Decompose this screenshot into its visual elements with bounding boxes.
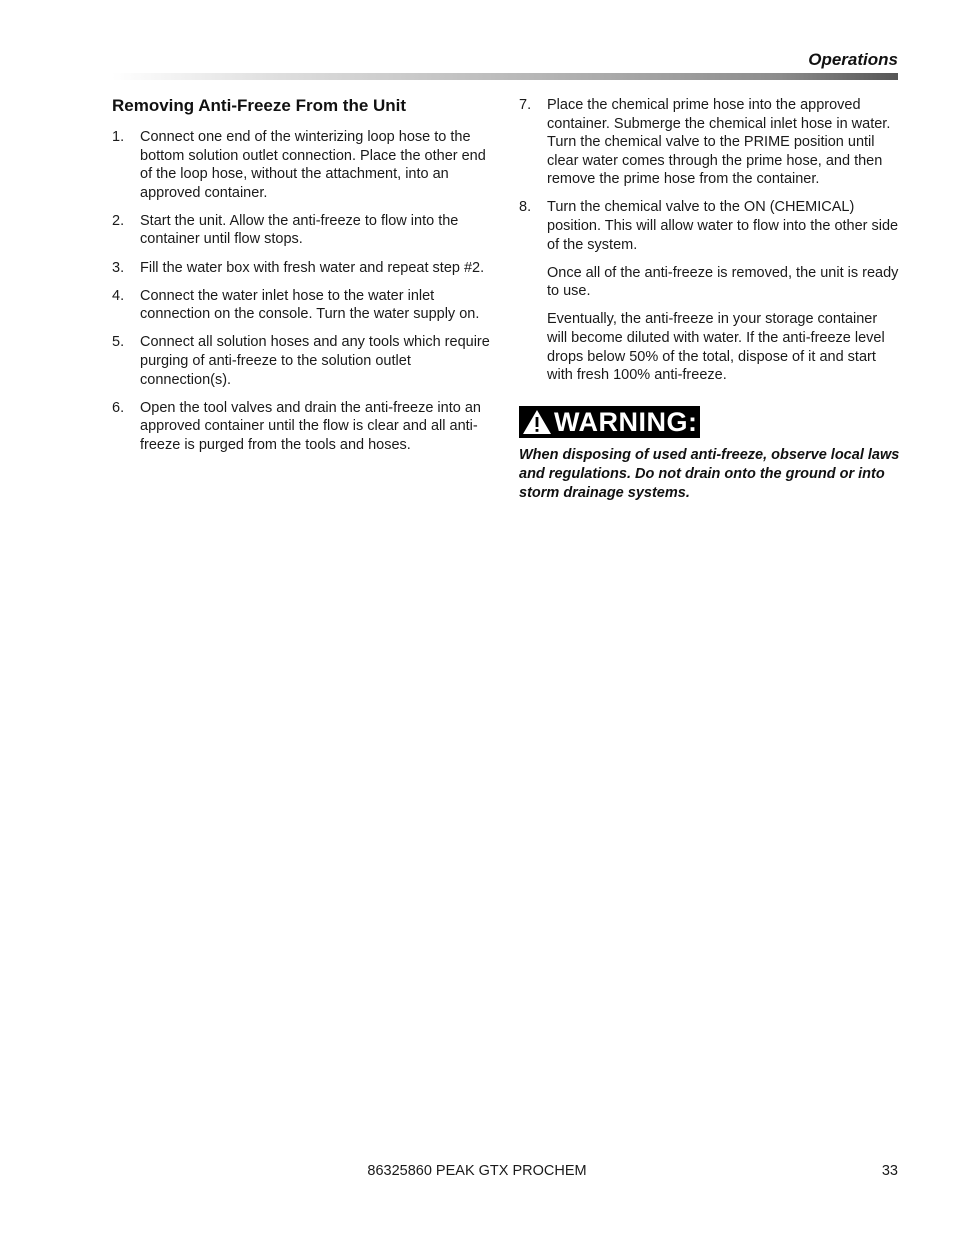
- step-number: 2.: [112, 212, 125, 229]
- steps-list-left: [112, 128, 490, 454]
- list-item: [112, 287, 490, 324]
- step-number: 8.: [519, 199, 532, 216]
- step-number: 6.: [112, 399, 125, 416]
- step-number: 7.: [519, 97, 532, 113]
- page-heading: Removing Anti-Freeze From the Unit: [112, 96, 407, 115]
- step-text: Open the tool valves and drain the anti-freeze into an approved container until the flow is clear and all anti-freeze is purged from the tools and hoses.: [140, 399, 481, 453]
- list-item: [112, 259, 490, 278]
- list-item: [112, 212, 490, 249]
- right-column: [519, 96, 900, 502]
- section-title: Operations: [808, 50, 898, 69]
- step-text: Fill the water box with fresh water and repeat step #2.: [140, 259, 485, 276]
- warning-badge: [519, 406, 700, 438]
- footer-doc-id: 86325860 PEAK GTX PROCHEM: [367, 1163, 587, 1179]
- step-text: Place the chemical prime hose into the approved container. Submerge the chemical inlet hose in water. Turn the chemical valve to the PRIME position until clear water comes through the prime hose, and then remove the prime hose from the container.: [547, 97, 891, 188]
- warning-label: WARNING:: [554, 407, 698, 438]
- warning-triangle-icon: [522, 409, 552, 435]
- list-item: [112, 399, 490, 455]
- step-number: 5.: [112, 334, 125, 351]
- step-text: Start the unit. Allow the anti-freeze to flow into the container until flow stops.: [140, 212, 459, 248]
- list-item: [112, 128, 490, 202]
- paragraph: Eventually, the anti-freeze in your storage container will become diluted with water. If the anti-freeze level drops below 50% of the total, dispose of it and start with fresh 100% anti-freeze.: [547, 311, 885, 384]
- list-item: [112, 333, 490, 389]
- left-column: [112, 96, 490, 464]
- list-item: [519, 96, 900, 189]
- step-text: Connect all solution hoses and any tools which require purging of anti-freeze to the solution outlet connection(s).: [140, 334, 490, 388]
- step-text: Connect the water inlet hose to the water inlet connection on the console. Turn the water supply on.: [140, 287, 480, 323]
- step-text: Connect one end of the winterizing loop hose to the bottom solution outlet connection. Place the other end of the loop hose, without the attachment, into an approved container.: [140, 129, 486, 201]
- warning-text: When disposing of used anti-freeze, observe local laws and regulations. Do not drain onto the ground or into storm drainage systems.: [519, 447, 900, 501]
- page-number: 33: [881, 1163, 898, 1179]
- steps-list-right: [519, 96, 900, 254]
- step-number: 3.: [112, 259, 125, 276]
- step-number: 4.: [112, 287, 125, 304]
- step-number: 1.: [112, 129, 125, 145]
- step-text: Turn the chemical valve to the ON (CHEMICAL) position. This will allow water to flow into the other side of the system.: [547, 199, 899, 253]
- header-rule: [112, 73, 898, 80]
- paragraph: Once all of the anti-freeze is removed, the unit is ready to use.: [547, 264, 899, 300]
- list-item: [519, 198, 900, 254]
